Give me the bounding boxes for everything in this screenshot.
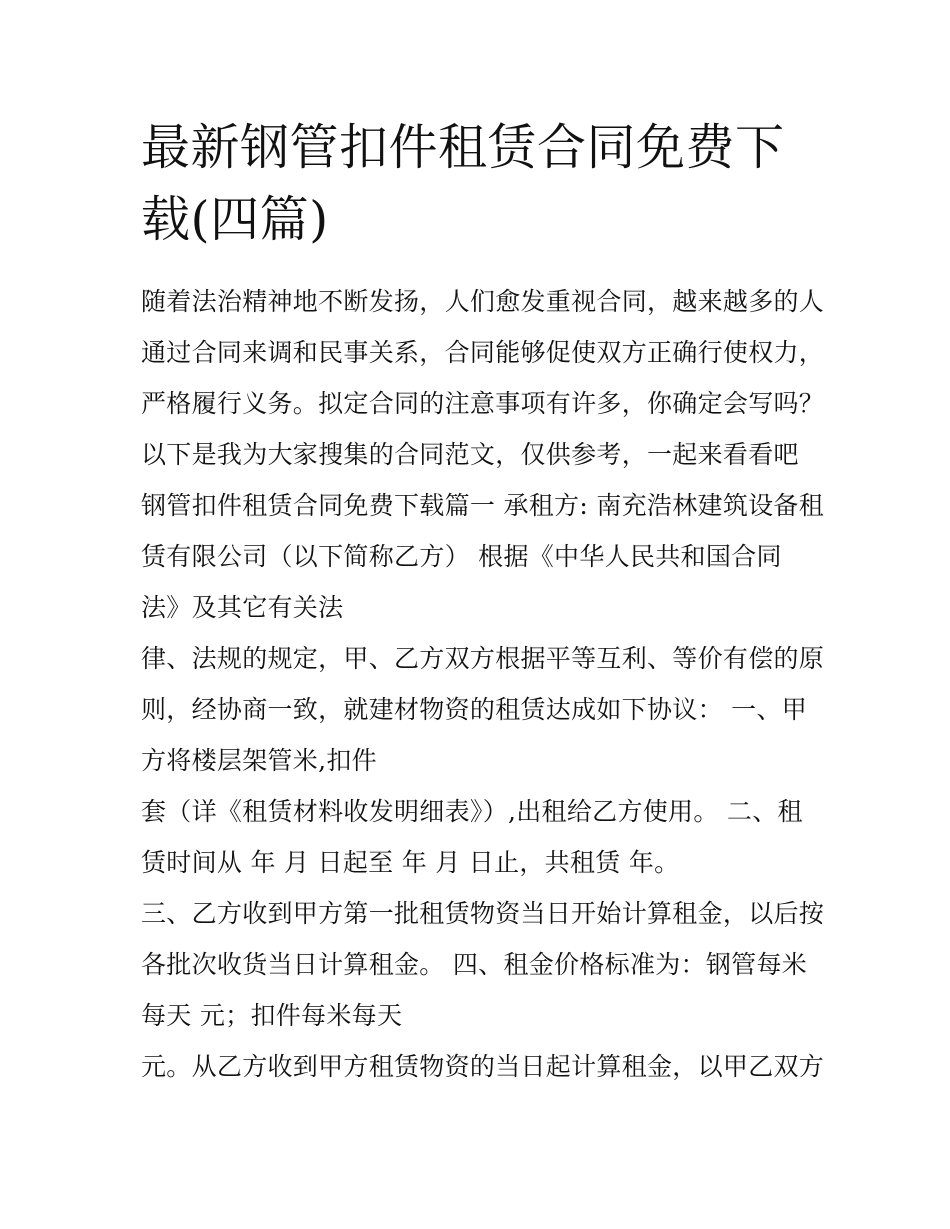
title-line: 最新钢管扣件租赁合同免费下: [141, 119, 785, 176]
document-title: [141, 112, 831, 256]
body-line: 三、乙方收到甲方第一批租赁物资当日开始计算租金，以后按: [141, 899, 825, 928]
body-line: 随着法治精神地不断发扬，人们愈发重视合同，越来越多的人: [141, 287, 825, 316]
body-line: 方将楼层架管米,扣件: [141, 746, 377, 775]
body-line: 以下是我为大家搜集的合同范文，仅供参考，一起来看看吧: [141, 440, 799, 469]
title-line: 载(四篇): [141, 191, 329, 248]
body-line: 套（详《租赁材料收发明细表》）,出租给乙方使用。 二、租: [141, 797, 803, 826]
body-line: 法》及其它有关法: [141, 593, 344, 622]
body-line: 每天 元；扣件每米每天: [141, 1001, 403, 1030]
document-body: [141, 276, 831, 1092]
body-line: 赁有限公司（以下简称乙方） 根据《中华人民共和国合同: [141, 542, 782, 571]
body-line: 各批次收货当日计算租金。 四、租金价格标准为：钢管每米: [141, 950, 808, 979]
body-line: 律、法规的规定，甲、乙方双方根据平等互利、等价有偿的原: [141, 644, 825, 673]
body-line: 钢管扣件租赁合同免费下载篇一 承租方: 南充浩林建筑设备租: [141, 491, 825, 520]
body-line: 元。从乙方收到甲方租赁物资的当日起计算租金，以甲乙双方: [141, 1052, 825, 1081]
body-line: 通过合同来调和民事关系，合同能够促使双方正确行使权力，: [141, 338, 825, 367]
body-line: 赁时间从 年 月 日起至 年 月 日止，共租赁 年。: [141, 848, 680, 877]
body-line: 则，经协商一致，就建材物资的租赁达成如下协议： 一、甲: [141, 695, 808, 724]
body-line: 严格履行义务。拟定合同的注意事项有许多，你确定会写吗？: [141, 389, 825, 418]
